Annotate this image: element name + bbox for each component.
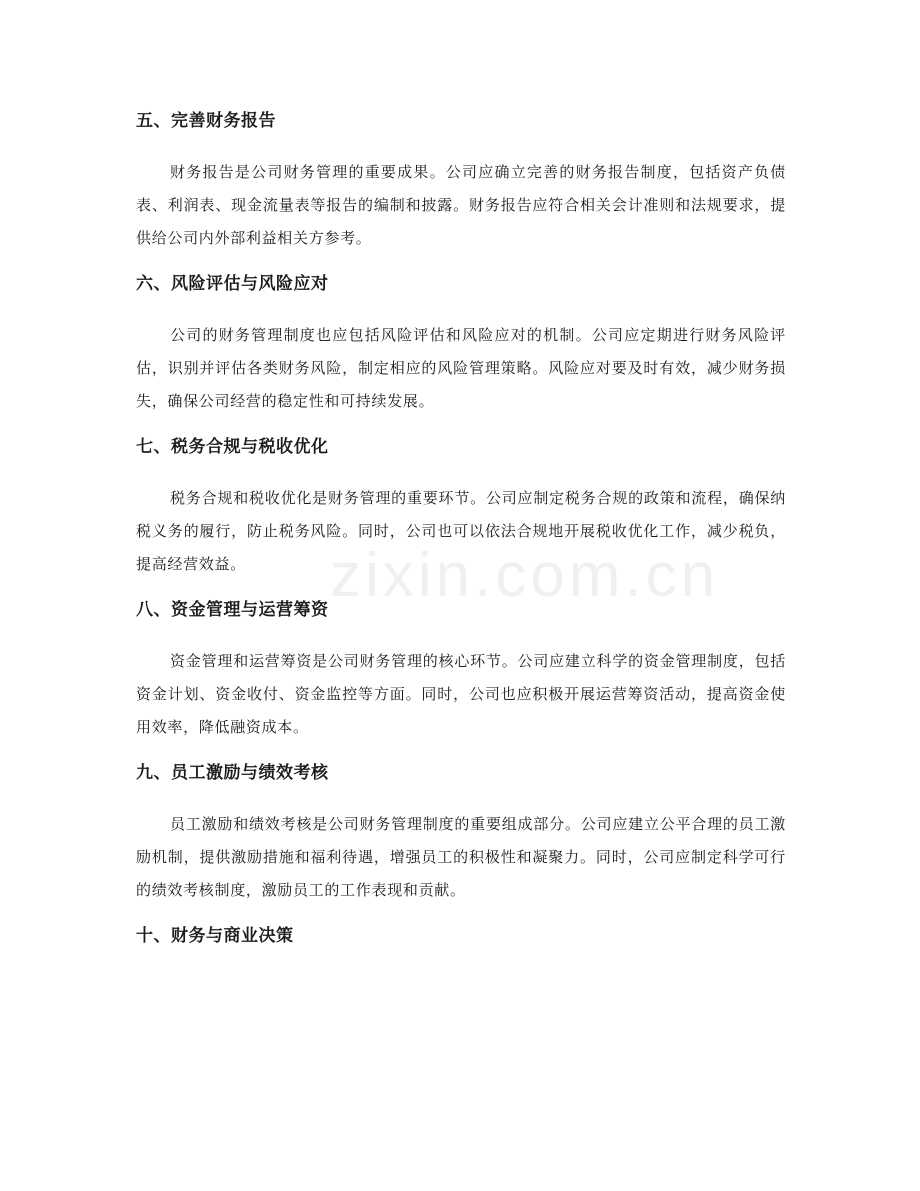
section-paragraph-7: 税务合规和税收优化是财务管理的重要环节。公司应制定税务合规的政策和流程，确保纳税义务的履行，防止税务风险。同时，公司也可以依法合规地开展税收优化工作，减少税负，提高经营效益。 [136,489,786,573]
section-paragraph-6: 公司的财务管理制度也应包括风险评估和风险应对的机制。公司应定期进行财务风险评估，识别并评估各类财务风险，制定相应的风险管理策略。风险应对要及时有效，减少财务损失，确保公司经营的稳定性和可持续发展。 [136,326,786,410]
section-heading-5: 五、完善财务报告 [136,111,276,131]
watermark: zixin.com.cn [330,541,720,610]
section-paragraph-9: 员工激励和绩效考核是公司财务管理制度的重要组成部分。公司应建立公平合理的员工激励机制，提供激励措施和福利待遇，增强员工的积极性和凝聚力。同时，公司应制定科学可行的绩效考核制度，激励员工的工作表现和贡献。 [136,815,786,899]
section-paragraph-5: 财务报告是公司财务管理的重要成果。公司应确立完善的财务报告制度，包括资产负债表、利润表、现金流量表等报告的编制和披露。财务报告应符合相关会计准则和法规要求，提供给公司内外部利益相关方参考。 [136,163,786,247]
section-heading-8: 八、资金管理与运营筹资 [136,600,329,620]
section-heading-9: 九、员工激励与绩效考核 [136,763,329,783]
section-heading-7: 七、税务合规与税收优化 [136,437,329,457]
section-heading-10: 十、财务与商业决策 [136,926,294,946]
document-body [136,104,786,971]
section-heading-6: 六、风险评估与风险应对 [136,274,329,294]
section-paragraph-8: 资金管理和运营筹资是公司财务管理的核心环节。公司应建立科学的资金管理制度，包括资金计划、资金收付、资金监控等方面。同时，公司也应积极开展运营筹资活动，提高资金使用效率，降低融资成本。 [136,652,786,736]
